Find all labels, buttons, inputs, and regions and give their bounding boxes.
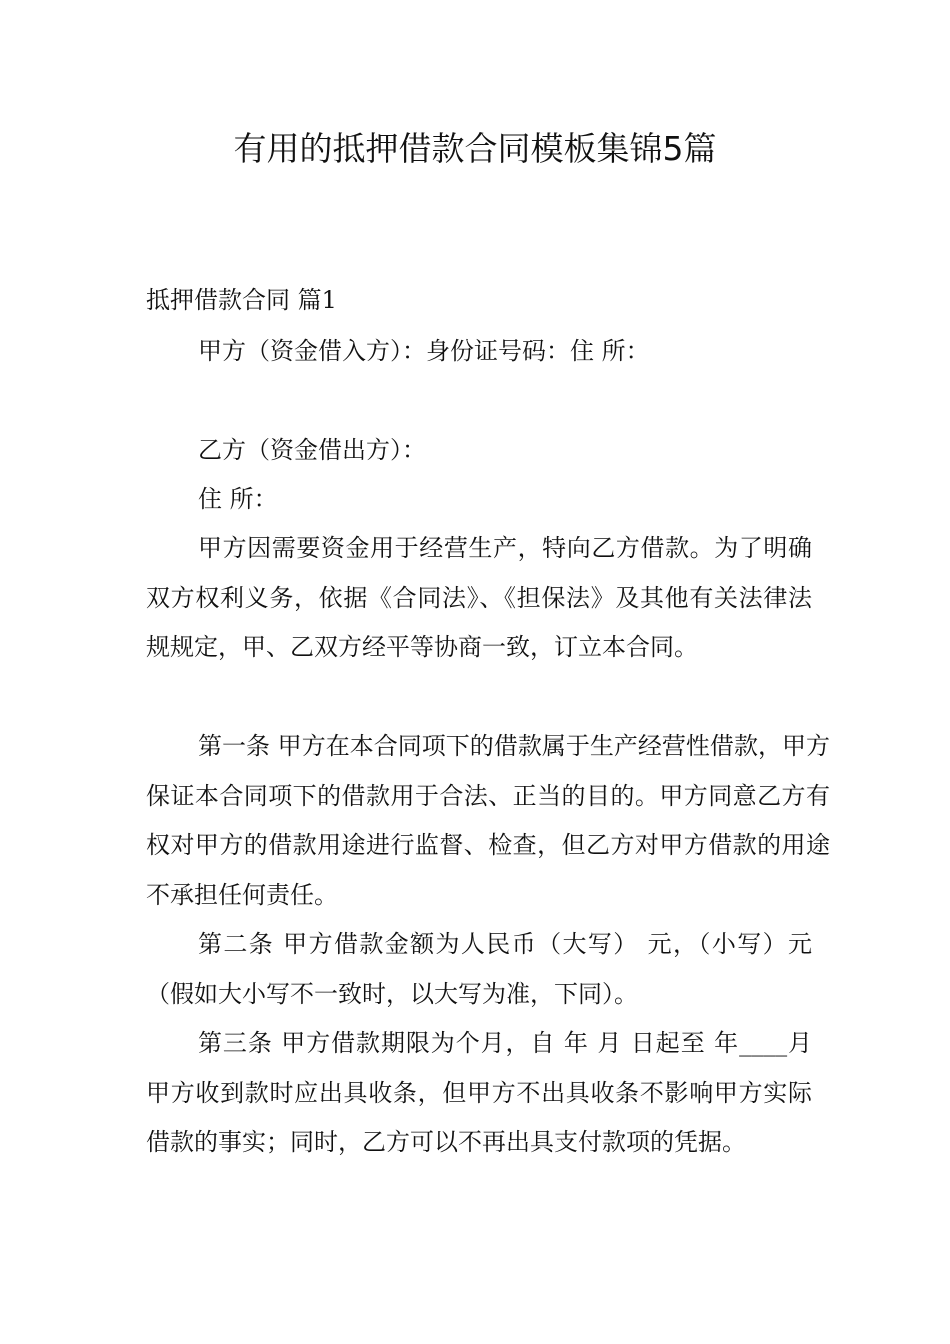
contract-paragraph-article-3: 第三条 甲方借款期限为个月，自 年 月 日起至 年____月甲方收到款时应出具收条，但甲方不出具收条不影响甲方实际借款的事实；同时，乙方可以不再出具支付款项的凭据。 [146,1029,812,1156]
document-title: 有用的抵押借款合同模板集锦5篇 [233,129,717,168]
party-b-line: 乙方（资金借出方）： [198,436,426,464]
party-b-address-line: 住 所： [198,485,278,513]
contract-paragraph-article-2: 第二条 甲方借款金额为人民币（大写） 元，（小写）元（假如大小写不一致时，以大写为准，下同）。 [146,930,812,1008]
party-a-line: 甲方（资金借入方）：身份证号码：住 所： [198,337,650,365]
contract-paragraph-article-1: 第一条 甲方在本合同项下的借款属于生产经营性借款，甲方保证本合同项下的借款用于合法、正当的目的。甲方同意乙方有权对甲方的借款用途进行监督、检查，但乙方对甲方借款的用途不承担任何责任。 [146,732,830,909]
section-heading: 抵押借款合同 篇1 [146,286,337,314]
contract-paragraph-preamble: 甲方因需要资金用于经营生产，特向乙方借款。为了明确双方权利义务，依据《合同法》、《担保法》及其他有关法律法规规定，甲、乙双方经平等协商一致，订立本合同。 [146,534,812,661]
